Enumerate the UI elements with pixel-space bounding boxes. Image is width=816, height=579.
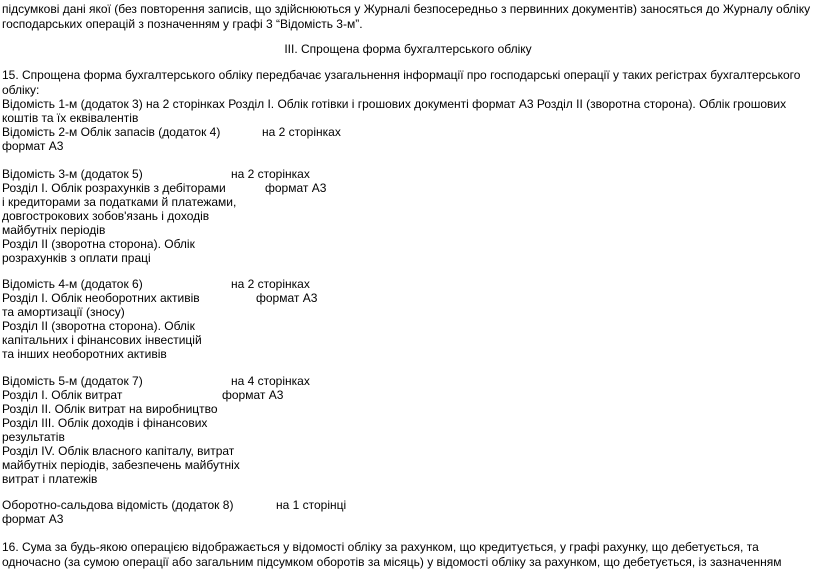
v4-line-6: та інших необоротних активів xyxy=(2,347,167,361)
v3-title: Відомість 3-м (додаток 5) xyxy=(2,167,143,181)
para15-line-4: коштів та їх еквівалентів xyxy=(2,111,139,125)
v4-section-1: Розділ І. Облік необоротних активів xyxy=(2,291,200,305)
v8-title: Оборотно-сальдова відомість (додаток 8) xyxy=(2,498,234,512)
v3-line-4: довгострокових зобов'язань і доходів xyxy=(2,209,210,223)
v5-line-6: Розділ IV. Облік власного капіталу, витрат xyxy=(2,444,235,458)
v4-line-3: та амортизації (зносу) xyxy=(2,305,125,319)
v5-line-3: Розділ ІІ. Облік витрат на виробництво xyxy=(2,402,218,416)
v5-line-4: Розділ ІІІ. Облік доходів і фінансових xyxy=(2,416,208,430)
v5-line-8: витрат і платежів xyxy=(2,472,98,486)
v2-title: Відомість 2-м Облік запасів (додаток 4) xyxy=(2,125,221,139)
intro-line-1: підсумкові дані якої (без повторення записів, що здійснюються у Журналі безпосередньо з первинних документів) заносяться до Журналу обліку xyxy=(2,2,811,16)
v4-format: формат А3 xyxy=(256,291,318,305)
v3-line-5: майбутніх періодів xyxy=(2,223,106,237)
v4-line-5: капітальних і фінансових інвестицій xyxy=(2,333,202,347)
v4-line-4: Розділ ІІ (зворотна сторона). Облік xyxy=(2,319,195,333)
v4-title: Відомість 4-м (додаток 6) xyxy=(2,277,143,291)
v5-line-5: результатів xyxy=(2,430,65,444)
v4-pages: на 2 сторінках xyxy=(231,277,310,291)
v3-line-7: розрахунків з оплати праці xyxy=(2,251,151,265)
para15-line-1: 15. Спрощена форма бухгалтерського обліку передбачає узагальнення інформації про господарські операції у таких регістрах бухгалтерського xyxy=(2,68,801,82)
v5-line-7: майбутніх періодів, забезпечень майбутніх xyxy=(2,458,240,472)
v3-section-1: Розділ І. Облік розрахунків з дебіторами xyxy=(2,181,226,195)
para16-line-2: одночасно (за сумою операції або загальним підсумком оборотів за місяць) у відомості обліку за рахунком, що дебетується, із зазначенням xyxy=(2,555,782,569)
v3-pages: на 2 сторінках xyxy=(231,167,310,181)
para15-line-2: обліку: xyxy=(2,83,40,97)
v8-pages: на 1 сторінці xyxy=(276,498,347,512)
v2-format: формат А3 xyxy=(2,139,64,153)
para15-line-3: Відомість 1-м (додаток 3) на 2 сторінках Розділ І. Облік готівки і грошових документі формат А3 Розділ ІІ (зворотна сторона). Облік грошових xyxy=(2,97,787,111)
v5-section-1: Розділ І. Облік витрат xyxy=(2,388,123,402)
v3-format: формат А3 xyxy=(265,181,327,195)
v5-pages: на 4 сторінках xyxy=(231,374,310,388)
v8-format: формат А3 xyxy=(2,512,64,526)
v2-pages: на 2 сторінках xyxy=(262,125,341,139)
intro-line-2: господарських операцій з позначенням у графі 3 “Відомість 3-м”. xyxy=(2,17,363,31)
v5-title: Відомість 5-м (додаток 7) xyxy=(2,374,143,388)
para16-line-1: 16. Сума за будь-якою операцією відображається у відомості обліку за рахунком, що кредитується, у графі рахунку, що дебетується, та xyxy=(2,540,759,554)
v5-format: формат А3 xyxy=(222,388,284,402)
v3-line-3: і кредиторами за податками й платежами, xyxy=(2,195,237,209)
section-heading: ІІІ. Спрощена форма бухгалтерського обліку xyxy=(284,42,532,56)
v3-line-6: Розділ ІІ (зворотна сторона). Облік xyxy=(2,237,195,251)
